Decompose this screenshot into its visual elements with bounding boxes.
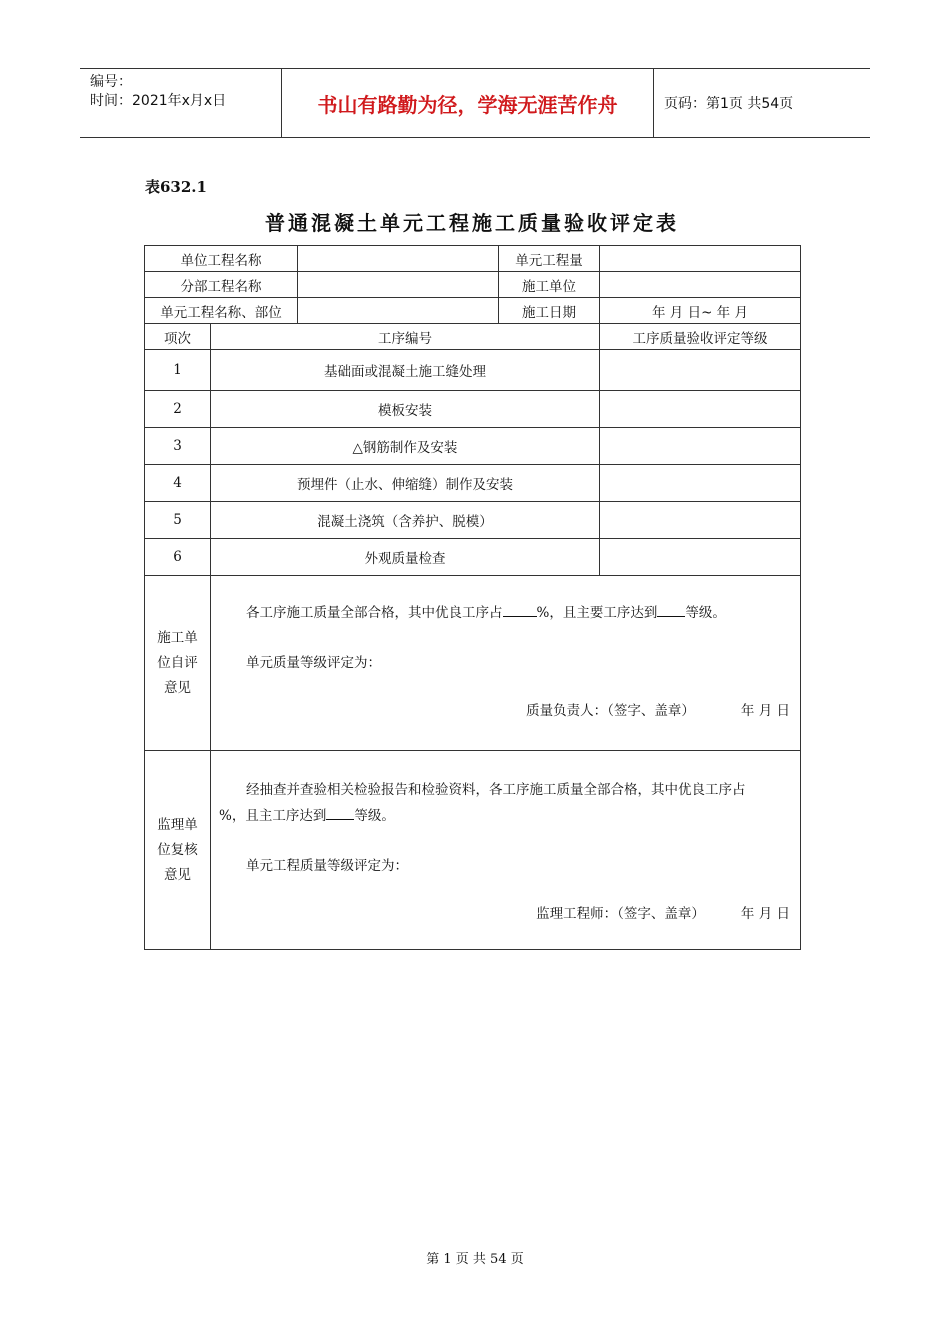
info-row — [145, 272, 801, 298]
table-row — [145, 465, 801, 502]
label-line: 监理单 — [157, 816, 198, 833]
item-name: 预埋件（止水、伸缩缝）制作及安装 — [211, 465, 600, 502]
item-no: 3 — [145, 428, 211, 465]
header-page-info: 页码：第1页 共54页 — [664, 96, 794, 112]
info-label: 单元工程量 — [499, 246, 600, 272]
page-footer: 第 1 页 共 54 页 — [426, 1252, 524, 1267]
signature-date: 年 月 日 — [740, 906, 790, 922]
column-header-row — [145, 324, 801, 350]
item-no: 4 — [145, 465, 211, 502]
statement-text: 等级。 — [685, 605, 726, 621]
document-title: 普通混凝土单元工程施工质量验收评定表 — [265, 211, 679, 235]
table-row — [145, 350, 801, 391]
info-label: 单位工程名称 — [145, 246, 298, 272]
statement-text: 各工序施工质量全部合格，其中优良工序占 — [246, 605, 503, 621]
info-row — [145, 298, 801, 324]
signature-label: 监理工程师：（签字、盖章） — [536, 906, 705, 922]
info-value[interactable] — [298, 298, 499, 324]
item-grade[interactable] — [600, 465, 801, 502]
statement-text: %，且主要工序达到 — [536, 605, 658, 621]
supervisor-signature — [536, 902, 790, 922]
header-motto: 书山有路勤为径，学海无涯苦作舟 — [282, 69, 654, 137]
supervisor-statement-cont — [211, 803, 792, 829]
column-header-grade: 工序质量验收评定等级 — [600, 324, 801, 350]
table-row — [145, 539, 801, 576]
statement-text: %，且主工序达到 — [219, 808, 327, 824]
item-name: 混凝土浇筑（含养护、脱模） — [211, 502, 600, 539]
label-line: 意见 — [164, 679, 191, 696]
info-value[interactable] — [298, 272, 499, 298]
item-no: 2 — [145, 391, 211, 428]
supervisor-grade-line: 单元工程质量等级评定为： — [246, 858, 408, 874]
info-label: 施工单位 — [499, 272, 600, 298]
supervisor-opinion-row — [145, 751, 801, 950]
evaluation-form — [144, 245, 801, 950]
item-name: 外观质量检查 — [211, 539, 600, 576]
info-value[interactable] — [600, 246, 801, 272]
item-no: 6 — [145, 539, 211, 576]
item-grade[interactable] — [600, 502, 801, 539]
item-grade[interactable] — [600, 350, 801, 391]
supervisor-opinion-body[interactable] — [211, 751, 801, 950]
info-value[interactable] — [600, 272, 801, 298]
info-value[interactable]: 年 月 日~ 年 月 — [600, 298, 801, 324]
item-name: △钢筋制作及安装 — [211, 428, 600, 465]
supervisor-statement: 经抽查并查验相关检验报告和检验资料，各工序施工质量全部合格，其中优良工序占 — [246, 782, 746, 798]
item-grade[interactable] — [600, 428, 801, 465]
signature-date: 年 月 日 — [740, 703, 790, 719]
contractor-signature — [526, 699, 790, 719]
label-line: 位复核 — [157, 841, 198, 858]
item-name: 模板安装 — [211, 391, 600, 428]
info-label: 单元工程名称、部位 — [145, 298, 298, 324]
label-line: 位自评 — [157, 654, 198, 671]
grade-blank[interactable] — [326, 805, 354, 820]
contractor-opinion-row — [145, 576, 801, 751]
item-name: 基础面或混凝土施工缝处理 — [211, 350, 600, 391]
time-label: 时间：2021年x月x日 — [90, 93, 227, 109]
supervisor-opinion-label — [145, 751, 211, 950]
info-label: 施工日期 — [499, 298, 600, 324]
label-line: 施工单 — [157, 629, 198, 646]
table-row — [145, 502, 801, 539]
table-number: 表632.1 — [145, 178, 207, 196]
info-row — [145, 246, 801, 272]
table-row — [145, 428, 801, 465]
table-row — [145, 391, 801, 428]
item-grade[interactable] — [600, 539, 801, 576]
contractor-opinion-label — [145, 576, 211, 751]
info-label: 分部工程名称 — [145, 272, 298, 298]
percent-blank[interactable] — [503, 602, 537, 617]
code-label: 编号： — [90, 74, 132, 90]
item-no: 5 — [145, 502, 211, 539]
contractor-statement — [211, 600, 792, 626]
signature-label: 质量负责人：（签字、盖章） — [526, 703, 695, 719]
header-meta — [80, 69, 282, 137]
page-header — [80, 68, 870, 138]
info-value[interactable] — [298, 246, 499, 272]
grade-blank[interactable] — [657, 602, 685, 617]
column-header-process: 工序编号 — [211, 324, 600, 350]
contractor-opinion-body[interactable] — [211, 576, 801, 751]
statement-text: 等级。 — [354, 808, 395, 824]
label-line: 意见 — [164, 866, 191, 883]
item-no: 1 — [145, 350, 211, 391]
column-header-no: 项次 — [145, 324, 211, 350]
item-grade[interactable] — [600, 391, 801, 428]
contractor-grade-line: 单元质量等级评定为： — [246, 655, 381, 671]
